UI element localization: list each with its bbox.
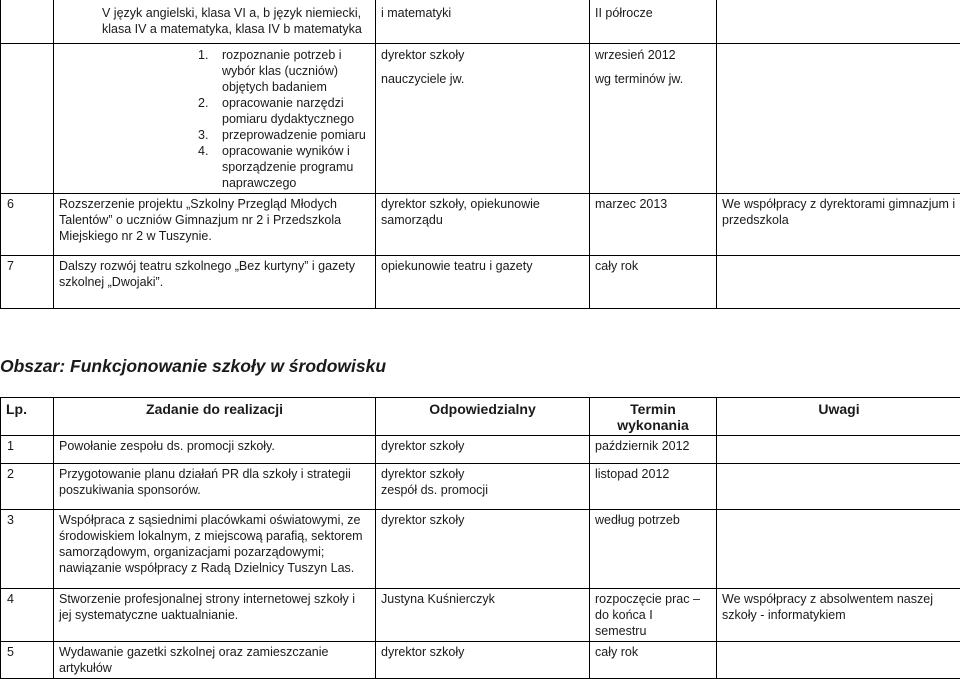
notes-cell: [717, 642, 960, 679]
header-task: Zadanie do realizacji: [54, 398, 376, 436]
list-item: 1. rozpoznanie potrzeb i wybór klas (uczniów) objętych badaniem: [222, 47, 370, 95]
header-row: [1, 398, 960, 436]
task-cell: Stworzenie profesjonalnej strony internetowej szkoły i jej systematyczne uaktualnianie.: [54, 589, 376, 642]
term-cell: cały rok: [590, 642, 717, 679]
table-row: [1, 589, 960, 642]
notes-cell: [717, 464, 960, 510]
notes-cell: [717, 256, 960, 309]
header-lp: Lp.: [1, 398, 54, 436]
notes-cell: [717, 510, 960, 589]
responsible-cell: dyrektor szkoły: [376, 436, 590, 464]
responsible-cell: dyrektor szkoły nauczyciele jw.: [376, 44, 590, 194]
notes-cell: [717, 0, 960, 44]
responsible-cell: [376, 464, 590, 510]
term-cell: według potrzeb: [590, 510, 717, 589]
term-cell: październik 2012: [590, 436, 717, 464]
header-responsible: Odpowiedzialny: [376, 398, 590, 436]
list-item: 2. opracowanie narzędzi pomiaru dydaktycznego: [222, 95, 370, 127]
task-cell: Dalszy rozwój teatru szkolnego „Bez kurtyny” i gazety szkolnej „Dwojaki”.: [54, 256, 376, 309]
table-row: [1, 642, 960, 679]
term-cell: wrzesień 2012 wg terminów jw.: [590, 44, 717, 194]
term-cell: marzec 2013: [590, 194, 717, 256]
responsible-cell: opiekunowie teatru i gazety: [376, 256, 590, 309]
steps-list: [194, 47, 370, 191]
task-cell: Przygotowanie planu działań PR dla szkoły i strategii poszukiwania sponsorów.: [54, 464, 376, 510]
table-row: [1, 464, 960, 510]
task-cell: Wydawanie gazetki szkolnej oraz zamieszczanie artykułów: [54, 642, 376, 679]
lp-cell: 3: [1, 510, 54, 589]
responsible-line: dyrektor szkoły zespół ds. promocji: [381, 466, 491, 498]
responsible-cell: dyrektor szkoły: [376, 510, 590, 589]
task-cell: Powołanie zespołu ds. promocji szkoły.: [54, 436, 376, 464]
term-line: rozpoczęcie prac – do końca I semestru: [595, 591, 705, 639]
table-row: [1, 256, 960, 309]
lp-cell: [1, 0, 54, 44]
responsible-cell: dyrektor szkoły, opiekunowie samorządu: [376, 194, 590, 256]
bottom-table: [0, 397, 960, 679]
table-row: [1, 436, 960, 464]
term-cell: cały rok: [590, 256, 717, 309]
top-table: [0, 0, 960, 309]
task-cell: Rozszerzenie projektu „Szkolny Przegląd Młodych Talentów” o uczniów Gimnazjum nr 2 i Przedszkola Miejskiego nr 2 w Tuszynie.: [54, 194, 376, 256]
header-notes: Uwagi: [717, 398, 960, 436]
term-cell: listopad 2012: [590, 464, 717, 510]
term-cell: [590, 589, 717, 642]
task-cell: [54, 44, 376, 194]
lp-cell: 7: [1, 256, 54, 309]
lp-cell: 6: [1, 194, 54, 256]
lp-cell: 1: [1, 436, 54, 464]
term-cell: II półrocze: [590, 0, 717, 44]
notes-cell: We współpracy z absolwentem naszej szkoły - informatykiem: [717, 589, 960, 642]
section-title: Obszar: Funkcjonowanie szkoły w środowisku: [0, 358, 386, 374]
table-row: [1, 194, 960, 256]
task-cell: Współpraca z sąsiednimi placówkami oświatowymi, ze środowiskiem lokalnym, z miejscową parafią, sektorem samorządowym, organizacjami pozarządowymi; nawiązanie współpracy z Radą Dzielnicy Tuszyn Las.: [54, 510, 376, 589]
task-cell: V język angielski, klasa VI a, b język niemiecki, klasa IV a matematyka, klasa IV b matematyka: [54, 0, 376, 44]
responsible-cell: dyrektor szkoły: [376, 642, 590, 679]
lp-cell: 4: [1, 589, 54, 642]
lp-cell: 5: [1, 642, 54, 679]
notes-cell: [717, 44, 960, 194]
lp-cell: 2: [1, 464, 54, 510]
lp-cell: [1, 44, 54, 194]
list-item: 4. opracowanie wyników i sporządzenie programu naprawczego: [222, 143, 370, 191]
header-term: Termin wykonania: [590, 398, 717, 436]
table-row: [1, 44, 960, 194]
table-row: [1, 0, 960, 44]
responsible-cell: i matematyki: [376, 0, 590, 44]
notes-cell: [717, 436, 960, 464]
responsible-cell: Justyna Kuśnierczyk: [376, 589, 590, 642]
notes-cell: We współpracy z dyrektorami gimnazjum i przedszkola: [717, 194, 960, 256]
list-item: 3. przeprowadzenie pomiaru: [222, 127, 370, 143]
table-row: [1, 510, 960, 589]
